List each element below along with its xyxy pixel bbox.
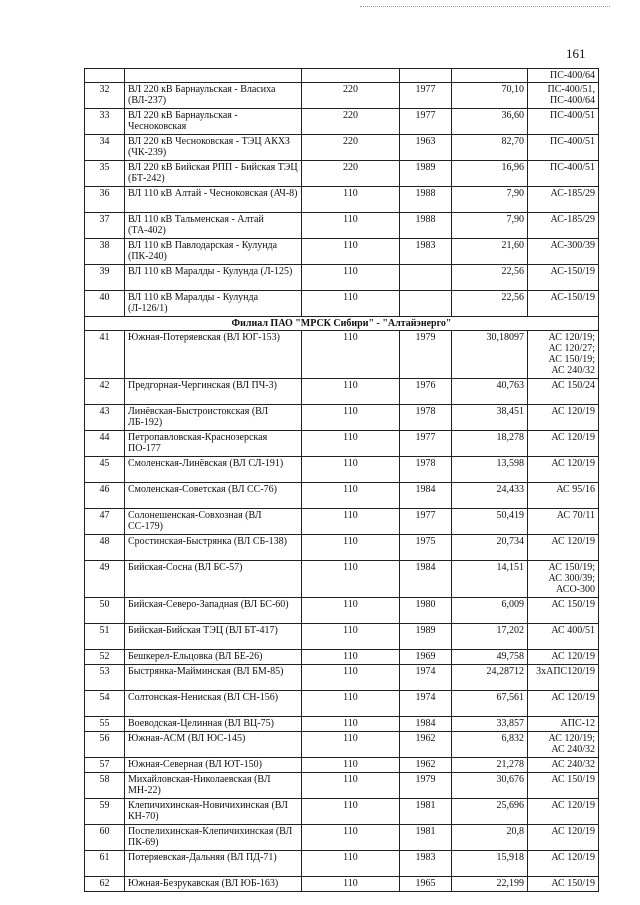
cell-line-name: Южная-Потеряевская (ВЛ ЮГ-153): [125, 331, 302, 379]
wire-line: АС 150/19: [551, 599, 595, 610]
cell-wire: [528, 331, 599, 379]
cell-length: 6,832: [452, 732, 528, 758]
wire-line: АС 120/19;: [548, 733, 595, 744]
cell-length: 20,8: [452, 825, 528, 851]
cell-line-name: Потеряевская-Дальняя (ВЛ ПД-71): [125, 851, 302, 877]
wire-line: АС 120/19: [551, 800, 595, 811]
wire-line: АС 150/19: [551, 878, 595, 889]
cell-year: 1978: [400, 457, 452, 483]
cell-length: 18,278: [452, 431, 528, 457]
cell-wire: [528, 717, 599, 732]
wire-line: ПС-400/51,: [547, 84, 595, 95]
wire-line: АС-185/29: [550, 214, 595, 225]
wire-line: ПС-400/51: [550, 136, 595, 147]
cell-voltage: 110: [302, 239, 400, 265]
cell-year: 1975: [400, 535, 452, 561]
cell-length: 22,56: [452, 265, 528, 291]
cell-length: 70,10: [452, 83, 528, 109]
cell-length: 21,278: [452, 758, 528, 773]
cell-year: 1974: [400, 691, 452, 717]
cell-number: 48: [85, 535, 125, 561]
table-row: [85, 239, 599, 265]
cell-wire: [528, 265, 599, 291]
cell-year: 1965: [400, 877, 452, 892]
table-row-continuation: [85, 69, 599, 83]
cell-line-name: Смоленская-Линёвская (ВЛ СЛ-191): [125, 457, 302, 483]
cell-wire: [528, 405, 599, 431]
table-row: [85, 405, 599, 431]
cell-year: 1979: [400, 331, 452, 379]
cell-length: 6,009: [452, 598, 528, 624]
wire-line: АСО-300: [556, 584, 595, 595]
branch-header-row: [85, 317, 599, 331]
cell-year: 1981: [400, 825, 452, 851]
cell-length: 67,561: [452, 691, 528, 717]
scan-artifact-line: [360, 6, 610, 7]
cell-voltage: 110: [302, 187, 400, 213]
cell-year: 1988: [400, 187, 452, 213]
wire-line: АС 120/19: [551, 536, 595, 547]
cell-year: 1988: [400, 213, 452, 239]
cell-year: 1977: [400, 431, 452, 457]
wire-line: АС 120/19: [551, 458, 595, 469]
cell-number: 32: [85, 83, 125, 109]
cell-wire: [528, 535, 599, 561]
wire-line: АС 240/32: [551, 744, 595, 755]
wire-line: АС 70/11: [556, 510, 595, 521]
cell-year: [400, 265, 452, 291]
cell-line-name: Сростинская-Быстрянка (ВЛ СБ-138): [125, 535, 302, 561]
cell-voltage: 220: [302, 135, 400, 161]
cell-voltage: 110: [302, 665, 400, 691]
cell-length: 22,199: [452, 877, 528, 892]
wire-line: АС 240/32: [551, 365, 595, 376]
table-row: [85, 624, 599, 650]
cell-wire: [528, 877, 599, 892]
cell-wire: [528, 624, 599, 650]
cell-line-name: Южная-Безрукавская (ВЛ ЮБ-163): [125, 877, 302, 892]
cell-length: 7,90: [452, 187, 528, 213]
cell-line-name: ВЛ 220 кВ Барнаульская - Чесноковская: [125, 109, 302, 135]
cell-voltage: 220: [302, 161, 400, 187]
cell-number: 33: [85, 109, 125, 135]
cell-number: 55: [85, 717, 125, 732]
cell-length: 30,676: [452, 773, 528, 799]
cell-number: 40: [85, 291, 125, 317]
cell-number: 34: [85, 135, 125, 161]
cell-line-name: Петропавловская-Краснозерская ПО-177: [125, 431, 302, 457]
cell-number: 42: [85, 379, 125, 405]
table-row: [85, 758, 599, 773]
cell-voltage: 110: [302, 213, 400, 239]
cell-voltage: 110: [302, 799, 400, 825]
wire-line: АС 300/39;: [548, 573, 595, 584]
cell-line-name: Бийская-Северо-Западная (ВЛ БС-60): [125, 598, 302, 624]
cell-wire: [528, 187, 599, 213]
cell-length: 24,28712: [452, 665, 528, 691]
cell-wire: [528, 561, 599, 598]
cell-number: 46: [85, 483, 125, 509]
table-row: [85, 331, 599, 379]
wire-line: АС 120/19: [551, 432, 595, 443]
table-row: [85, 291, 599, 317]
wire-line: АС 150/24: [551, 380, 595, 391]
table-row: [85, 799, 599, 825]
cell-line-name: Солтонская-Нениская (ВЛ СН-156): [125, 691, 302, 717]
cell-year: 1977: [400, 509, 452, 535]
wire-line: АС 95/16: [556, 484, 595, 495]
cell-length: 7,90: [452, 213, 528, 239]
cell-voltage: 110: [302, 405, 400, 431]
cell-number: 41: [85, 331, 125, 379]
wire-line: ПС-400/51: [550, 162, 595, 173]
cell-voltage: 110: [302, 851, 400, 877]
cell-wire: [528, 732, 599, 758]
cell-number: 35: [85, 161, 125, 187]
cell-year: 1989: [400, 624, 452, 650]
cell-voltage: 110: [302, 509, 400, 535]
cell-line-name: ВЛ 110 кВ Маралды - Кулунда (Л-126/1): [125, 291, 302, 317]
cell-number: 62: [85, 877, 125, 892]
table-row: [85, 213, 599, 239]
cell-length: 38,451: [452, 405, 528, 431]
cell-year: 1984: [400, 483, 452, 509]
cell-number: 54: [85, 691, 125, 717]
cell-number: 59: [85, 799, 125, 825]
cell-line-name: ВЛ 220 кВ Бийская РПП - Бийская ТЭЦ (БТ-242): [125, 161, 302, 187]
cell-voltage: [302, 69, 400, 83]
cell-year: 1989: [400, 161, 452, 187]
cell-voltage: 110: [302, 431, 400, 457]
cell-wire: [528, 598, 599, 624]
cell-line-name: ВЛ 110 кВ Тальменская - Алтай (ТА-402): [125, 213, 302, 239]
table-row: [85, 265, 599, 291]
table-body-top: [85, 69, 599, 317]
cell-line-name: Воеводская-Целинная (ВЛ ВЦ-75): [125, 717, 302, 732]
cell-wire: [528, 161, 599, 187]
cell-line-name: ВЛ 220 кВ Чесноковская - ТЭЦ АКХЗ (ЧК-239): [125, 135, 302, 161]
cell-year: 1977: [400, 83, 452, 109]
cell-number: 38: [85, 239, 125, 265]
table-row: [85, 877, 599, 892]
cell-length: 16,96: [452, 161, 528, 187]
table-row: [85, 83, 599, 109]
wire-line: АС 150/19: [551, 774, 595, 785]
cell-voltage: 110: [302, 877, 400, 892]
cell-wire: [528, 431, 599, 457]
cell-wire: [528, 457, 599, 483]
wire-line: АС 120/19: [551, 826, 595, 837]
table-row: [85, 535, 599, 561]
cell-voltage: 110: [302, 717, 400, 732]
cell-line-name: Предгорная-Чергинская (ВЛ ПЧ-3): [125, 379, 302, 405]
cell-length: 13,598: [452, 457, 528, 483]
cell-number: 58: [85, 773, 125, 799]
table-row: [85, 509, 599, 535]
cell-length: 24,433: [452, 483, 528, 509]
cell-line-name: Бийская-Бийская ТЭЦ (ВЛ БТ-417): [125, 624, 302, 650]
cell-line-name: ВЛ 110 кВ Павлодарская - Кулунда (ПК-240): [125, 239, 302, 265]
power-lines-table: [84, 68, 599, 892]
cell-number: 51: [85, 624, 125, 650]
cell-voltage: 110: [302, 598, 400, 624]
table-row: [85, 598, 599, 624]
wire-line: 3хАПС120/19: [536, 666, 595, 677]
table-body-branch: [85, 317, 599, 331]
cell-year: 1980: [400, 598, 452, 624]
cell-number: 47: [85, 509, 125, 535]
cell-number: 39: [85, 265, 125, 291]
cell-number: 57: [85, 758, 125, 773]
cell-wire: [528, 851, 599, 877]
cell-length: 15,918: [452, 851, 528, 877]
branch-title: Филиал ПАО "МРСК Сибири" - "Алтайэнерго": [85, 317, 599, 331]
cell-wire: [528, 135, 599, 161]
cell-year: 1983: [400, 239, 452, 265]
cell-number: 36: [85, 187, 125, 213]
wire-line: ПС-400/64: [550, 95, 595, 106]
cell-line-name: Смоленская-Советская (ВЛ СС-76): [125, 483, 302, 509]
cell-wire: [528, 291, 599, 317]
wire-line: АС-150/19: [550, 266, 595, 277]
table-row: [85, 851, 599, 877]
cell-wire: [528, 483, 599, 509]
cell-number: 52: [85, 650, 125, 665]
table-row: [85, 825, 599, 851]
cell-length: 21,60: [452, 239, 528, 265]
table-row: [85, 109, 599, 135]
cell-wire: [528, 509, 599, 535]
cell-voltage: 110: [302, 650, 400, 665]
cell-line-name: ВЛ 110 кВ Алтай - Чесноковская (АЧ-8): [125, 187, 302, 213]
wire-line: АС-300/39: [550, 240, 595, 251]
cell-wire: [528, 799, 599, 825]
cell-number: 49: [85, 561, 125, 598]
cell-year: 1969: [400, 650, 452, 665]
wire-line: ПС-400/51: [550, 110, 595, 121]
cell-number: 44: [85, 431, 125, 457]
cell-voltage: 110: [302, 691, 400, 717]
cell-length: 50,419: [452, 509, 528, 535]
cell-year: 1962: [400, 758, 452, 773]
cell-length: 36,60: [452, 109, 528, 135]
cell-voltage: 110: [302, 732, 400, 758]
cell-voltage: 110: [302, 291, 400, 317]
cell-year: 1977: [400, 109, 452, 135]
table-body-bottom: [85, 331, 599, 892]
wire-line: АС 120/19: [551, 692, 595, 703]
table-row: [85, 187, 599, 213]
cell-line-name: Южная-Северная (ВЛ ЮТ-150): [125, 758, 302, 773]
cell-length: 40,763: [452, 379, 528, 405]
cell-length: 49,758: [452, 650, 528, 665]
wire-line: АС 400/51: [551, 625, 595, 636]
cell-line-name: Бешкерел-Ельцовка (ВЛ БЕ-26): [125, 650, 302, 665]
table-row: [85, 135, 599, 161]
wire-line: АС 120/19: [551, 852, 595, 863]
cell-line-name: Поспелихинская-Клепичихинская (ВЛ ПК-69): [125, 825, 302, 851]
cell-voltage: 110: [302, 483, 400, 509]
table-row: [85, 379, 599, 405]
cell-year: 1981: [400, 799, 452, 825]
cell-length: 33,857: [452, 717, 528, 732]
table-row: [85, 691, 599, 717]
cell-voltage: 110: [302, 825, 400, 851]
cell-year: [400, 291, 452, 317]
cell-number: 37: [85, 213, 125, 239]
cell-year: 1978: [400, 405, 452, 431]
table-row: [85, 161, 599, 187]
cell-number: 43: [85, 405, 125, 431]
cell-year: 1962: [400, 732, 452, 758]
cell-line-name: Линёвская-Быстроистокская (ВЛ ЛБ-192): [125, 405, 302, 431]
wire-line: АС 150/19;: [548, 562, 595, 573]
cell-length: 25,696: [452, 799, 528, 825]
cell-length: 22,56: [452, 291, 528, 317]
table-row: [85, 732, 599, 758]
cell-wire: [528, 379, 599, 405]
cell-length: [452, 69, 528, 83]
page-number: 161: [566, 46, 586, 61]
wire-line: АС 120/19: [551, 651, 595, 662]
cell-wire: [528, 650, 599, 665]
wire-line: АС 120/19: [551, 406, 595, 417]
cell-voltage: 110: [302, 379, 400, 405]
cell-number: 60: [85, 825, 125, 851]
cell-line-name: Бийская-Сосна (ВЛ БС-57): [125, 561, 302, 598]
cell-number: 45: [85, 457, 125, 483]
cell-line-name: [125, 69, 302, 83]
cell-voltage: 110: [302, 561, 400, 598]
cell-number: 53: [85, 665, 125, 691]
cell-year: 1984: [400, 717, 452, 732]
wire-line: АС-185/29: [550, 188, 595, 199]
cell-voltage: 110: [302, 265, 400, 291]
cell-line-name: Быстрянка-Майминская (ВЛ БМ-85): [125, 665, 302, 691]
cell-line-name: Михайловская-Николаевская (ВЛ МН-22): [125, 773, 302, 799]
cell-voltage: 110: [302, 624, 400, 650]
cell-year: 1984: [400, 561, 452, 598]
cell-voltage: 220: [302, 83, 400, 109]
cell-voltage: 110: [302, 457, 400, 483]
cell-wire: [528, 825, 599, 851]
cell-voltage: 110: [302, 331, 400, 379]
cell-line-name: Солонешенская-Совхозная (ВЛ СС-179): [125, 509, 302, 535]
cell-line-name: ВЛ 220 кВ Барнаульская - Власиха (ВЛ-237): [125, 83, 302, 109]
cell-wire: [528, 83, 599, 109]
cell-wire: [528, 773, 599, 799]
cell-year: 1963: [400, 135, 452, 161]
cell-year: 1983: [400, 851, 452, 877]
cell-length: 30,18097: [452, 331, 528, 379]
table-row: [85, 650, 599, 665]
cell-length: 20,734: [452, 535, 528, 561]
cell-number: [85, 69, 125, 83]
cell-length: 14,151: [452, 561, 528, 598]
cell-number: 56: [85, 732, 125, 758]
table-row: [85, 665, 599, 691]
wire-line: АС 120/27;: [548, 343, 595, 354]
cell-wire: [528, 758, 599, 773]
table-row: [85, 431, 599, 457]
cell-number: 50: [85, 598, 125, 624]
cell-line-name: Южная-АСМ (ВЛ ЮС-145): [125, 732, 302, 758]
cell-voltage: 220: [302, 109, 400, 135]
table-row: [85, 483, 599, 509]
wire-line: АС 150/19;: [548, 354, 595, 365]
cell-year: 1979: [400, 773, 452, 799]
wire-line: АС 120/19;: [548, 332, 595, 343]
cell-voltage: 110: [302, 535, 400, 561]
cell-line-name: Клепичихинская-Новичихинская (ВЛ КН-70): [125, 799, 302, 825]
cell-wire: [528, 665, 599, 691]
wire-line: АПС-12: [560, 718, 595, 729]
cell-line-name: ВЛ 110 кВ Маралды - Кулунда (Л-125): [125, 265, 302, 291]
table-row: [85, 457, 599, 483]
wire-line: АС-150/19: [550, 292, 595, 303]
table-row: [85, 717, 599, 732]
cell-length: 82,70: [452, 135, 528, 161]
cell-voltage: 110: [302, 773, 400, 799]
cell-year: 1974: [400, 665, 452, 691]
cell-wire: [528, 213, 599, 239]
cell-wire: [528, 69, 599, 83]
cell-voltage: 110: [302, 758, 400, 773]
cell-wire: [528, 109, 599, 135]
table-row: [85, 561, 599, 598]
cell-year: [400, 69, 452, 83]
cell-length: 17,202: [452, 624, 528, 650]
table-row: [85, 773, 599, 799]
cell-wire: [528, 691, 599, 717]
cell-year: 1976: [400, 379, 452, 405]
cell-wire: [528, 239, 599, 265]
wire-line: АС 240/32: [551, 759, 595, 770]
wire-line: ПС-400/64: [550, 70, 595, 81]
cell-number: 61: [85, 851, 125, 877]
